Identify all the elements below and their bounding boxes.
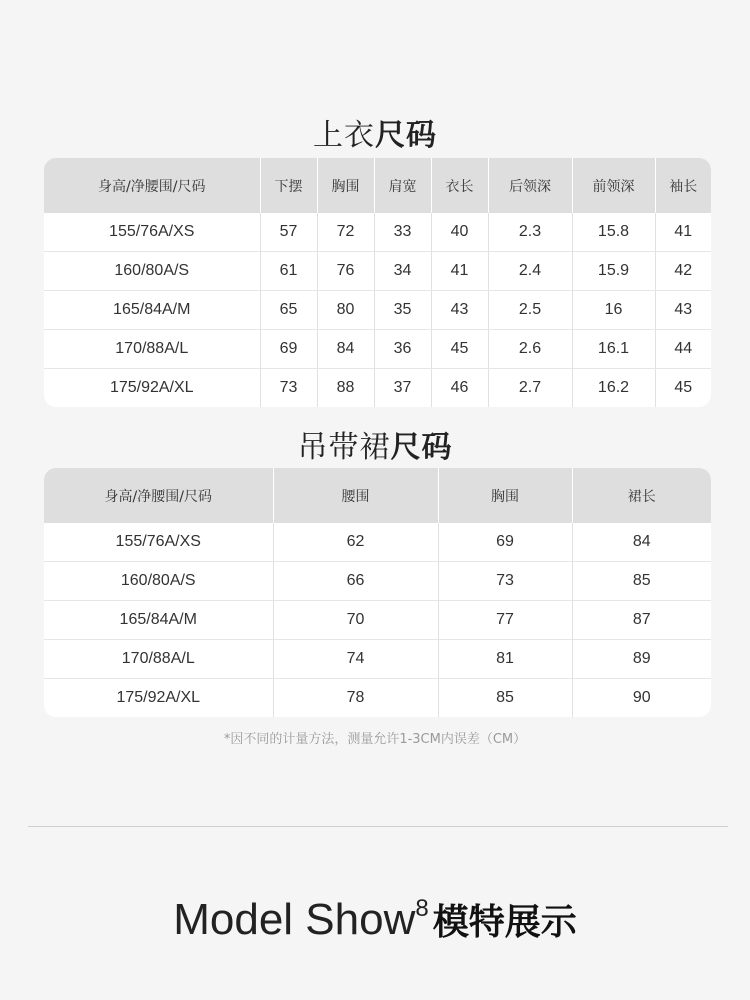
table-row bbox=[44, 213, 711, 252]
table-cell: 35 bbox=[374, 291, 431, 330]
model-show-sup: 8 bbox=[415, 895, 429, 922]
top-size-title-bold: 尺码 bbox=[375, 118, 437, 153]
table-cell: 41 bbox=[655, 213, 711, 252]
measurement-note: *因不同的计量方法，测量允许1-3CM内误差（CM） bbox=[223, 732, 527, 747]
table-cell: 69 bbox=[438, 523, 572, 562]
table-cell: 43 bbox=[431, 291, 488, 330]
dress-size-title-light: 吊带裙 bbox=[297, 430, 391, 465]
header-cell: 腰围 bbox=[273, 468, 438, 523]
table-cell: 61 bbox=[260, 252, 317, 291]
table-cell: 44 bbox=[655, 330, 711, 369]
table-cell: 45 bbox=[674, 379, 693, 396]
table-cell: 74 bbox=[273, 640, 438, 679]
header-cell: 下摆 bbox=[260, 158, 317, 213]
table-cell: 65 bbox=[260, 291, 317, 330]
table-cell: 90 bbox=[632, 689, 651, 706]
table-row bbox=[44, 679, 711, 718]
table-cell: 66 bbox=[273, 562, 438, 601]
table-header-row bbox=[44, 468, 711, 523]
table-cell: 155/76A/XS bbox=[44, 213, 260, 252]
table-cell: 15.9 bbox=[572, 252, 655, 291]
table-cell: 84 bbox=[317, 330, 374, 369]
table-cell: 16.2 bbox=[572, 369, 655, 408]
table-cell: 165/84A/M bbox=[44, 601, 273, 640]
header-cell: 胸围 bbox=[317, 158, 374, 213]
header-cell: 衣长 bbox=[431, 158, 488, 213]
table-cell: 87 bbox=[572, 601, 711, 640]
table-cell: 2.7 bbox=[488, 369, 572, 408]
table-row bbox=[44, 330, 711, 369]
table-cell: 69 bbox=[260, 330, 317, 369]
table-cell: 2.6 bbox=[488, 330, 572, 369]
dress-size-title-bold: 尺码 bbox=[390, 430, 453, 465]
table-cell: 73 bbox=[438, 562, 572, 601]
model-show-cn: 模特展示 bbox=[432, 902, 577, 943]
table-row bbox=[44, 562, 711, 601]
table-cell: 160/80A/S bbox=[44, 252, 260, 291]
table-row bbox=[44, 601, 711, 640]
table-cell: 72 bbox=[317, 213, 374, 252]
table-cell: 34 bbox=[374, 252, 431, 291]
header-cell: 后领深 bbox=[488, 158, 572, 213]
divider bbox=[28, 826, 728, 827]
table-cell: 84 bbox=[572, 523, 711, 562]
table-cell: 41 bbox=[431, 252, 488, 291]
table-cell: 42 bbox=[655, 252, 711, 291]
top-size-title bbox=[0, 110, 750, 154]
header-cell: 身高/净腰围/尺码 bbox=[44, 468, 273, 523]
table-cell: 33 bbox=[374, 213, 431, 252]
table-cell: 43 bbox=[655, 291, 711, 330]
table-cell: 88 bbox=[317, 369, 374, 408]
table-cell: 15.8 bbox=[572, 213, 655, 252]
model-show-heading bbox=[0, 894, 750, 945]
table-cell: 62 bbox=[273, 523, 438, 562]
top-size-table bbox=[44, 158, 711, 407]
model-show-en: Model Show bbox=[173, 895, 416, 944]
table-row bbox=[44, 640, 711, 679]
table-cell: 80 bbox=[317, 291, 374, 330]
table-cell: 40 bbox=[431, 213, 488, 252]
header-cell: 胸围 bbox=[438, 468, 572, 523]
table-row bbox=[44, 369, 711, 408]
table-cell: 46 bbox=[431, 369, 488, 408]
table-cell: 160/80A/S bbox=[44, 562, 273, 601]
table-row bbox=[44, 523, 711, 562]
table-cell: 77 bbox=[438, 601, 572, 640]
table-cell: 16.1 bbox=[572, 330, 655, 369]
table-cell: 2.4 bbox=[488, 252, 572, 291]
table-cell: 175/92A/XL bbox=[44, 369, 260, 408]
header-cell: 裙长 bbox=[572, 468, 711, 523]
header-cell: 前领深 bbox=[572, 158, 655, 213]
table-cell: 2.5 bbox=[488, 291, 572, 330]
table-cell: 81 bbox=[438, 640, 572, 679]
table-row bbox=[44, 291, 711, 330]
top-size-title-light: 上衣 bbox=[313, 118, 375, 153]
table-cell: 89 bbox=[572, 640, 711, 679]
table-cell: 16 bbox=[572, 291, 655, 330]
table-cell: 37 bbox=[374, 369, 431, 408]
table-cell: 175/92A/XL bbox=[44, 679, 273, 718]
dress-size-title bbox=[0, 422, 750, 466]
header-cell: 身高/净腰围/尺码 bbox=[44, 158, 260, 213]
header-cell: 肩宽 bbox=[374, 158, 431, 213]
table-cell: 155/76A/XS bbox=[44, 523, 273, 562]
table-cell: 70 bbox=[273, 601, 438, 640]
table-cell: 78 bbox=[273, 679, 438, 718]
table-cell: 73 bbox=[260, 369, 317, 408]
table-cell: 76 bbox=[317, 252, 374, 291]
table-cell: 170/88A/L bbox=[44, 330, 260, 369]
table-cell: 85 bbox=[572, 562, 711, 601]
table-cell: 57 bbox=[260, 213, 317, 252]
table-cell: 165/84A/M bbox=[44, 291, 260, 330]
header-cell: 袖长 bbox=[655, 158, 711, 213]
table-cell: 85 bbox=[438, 679, 572, 718]
table-cell: 45 bbox=[431, 330, 488, 369]
table-cell: 170/88A/L bbox=[44, 640, 273, 679]
table-header-row bbox=[44, 158, 711, 213]
dress-size-table bbox=[44, 468, 711, 717]
table-row bbox=[44, 252, 711, 291]
table-cell: 2.3 bbox=[488, 213, 572, 252]
table-cell: 36 bbox=[374, 330, 431, 369]
